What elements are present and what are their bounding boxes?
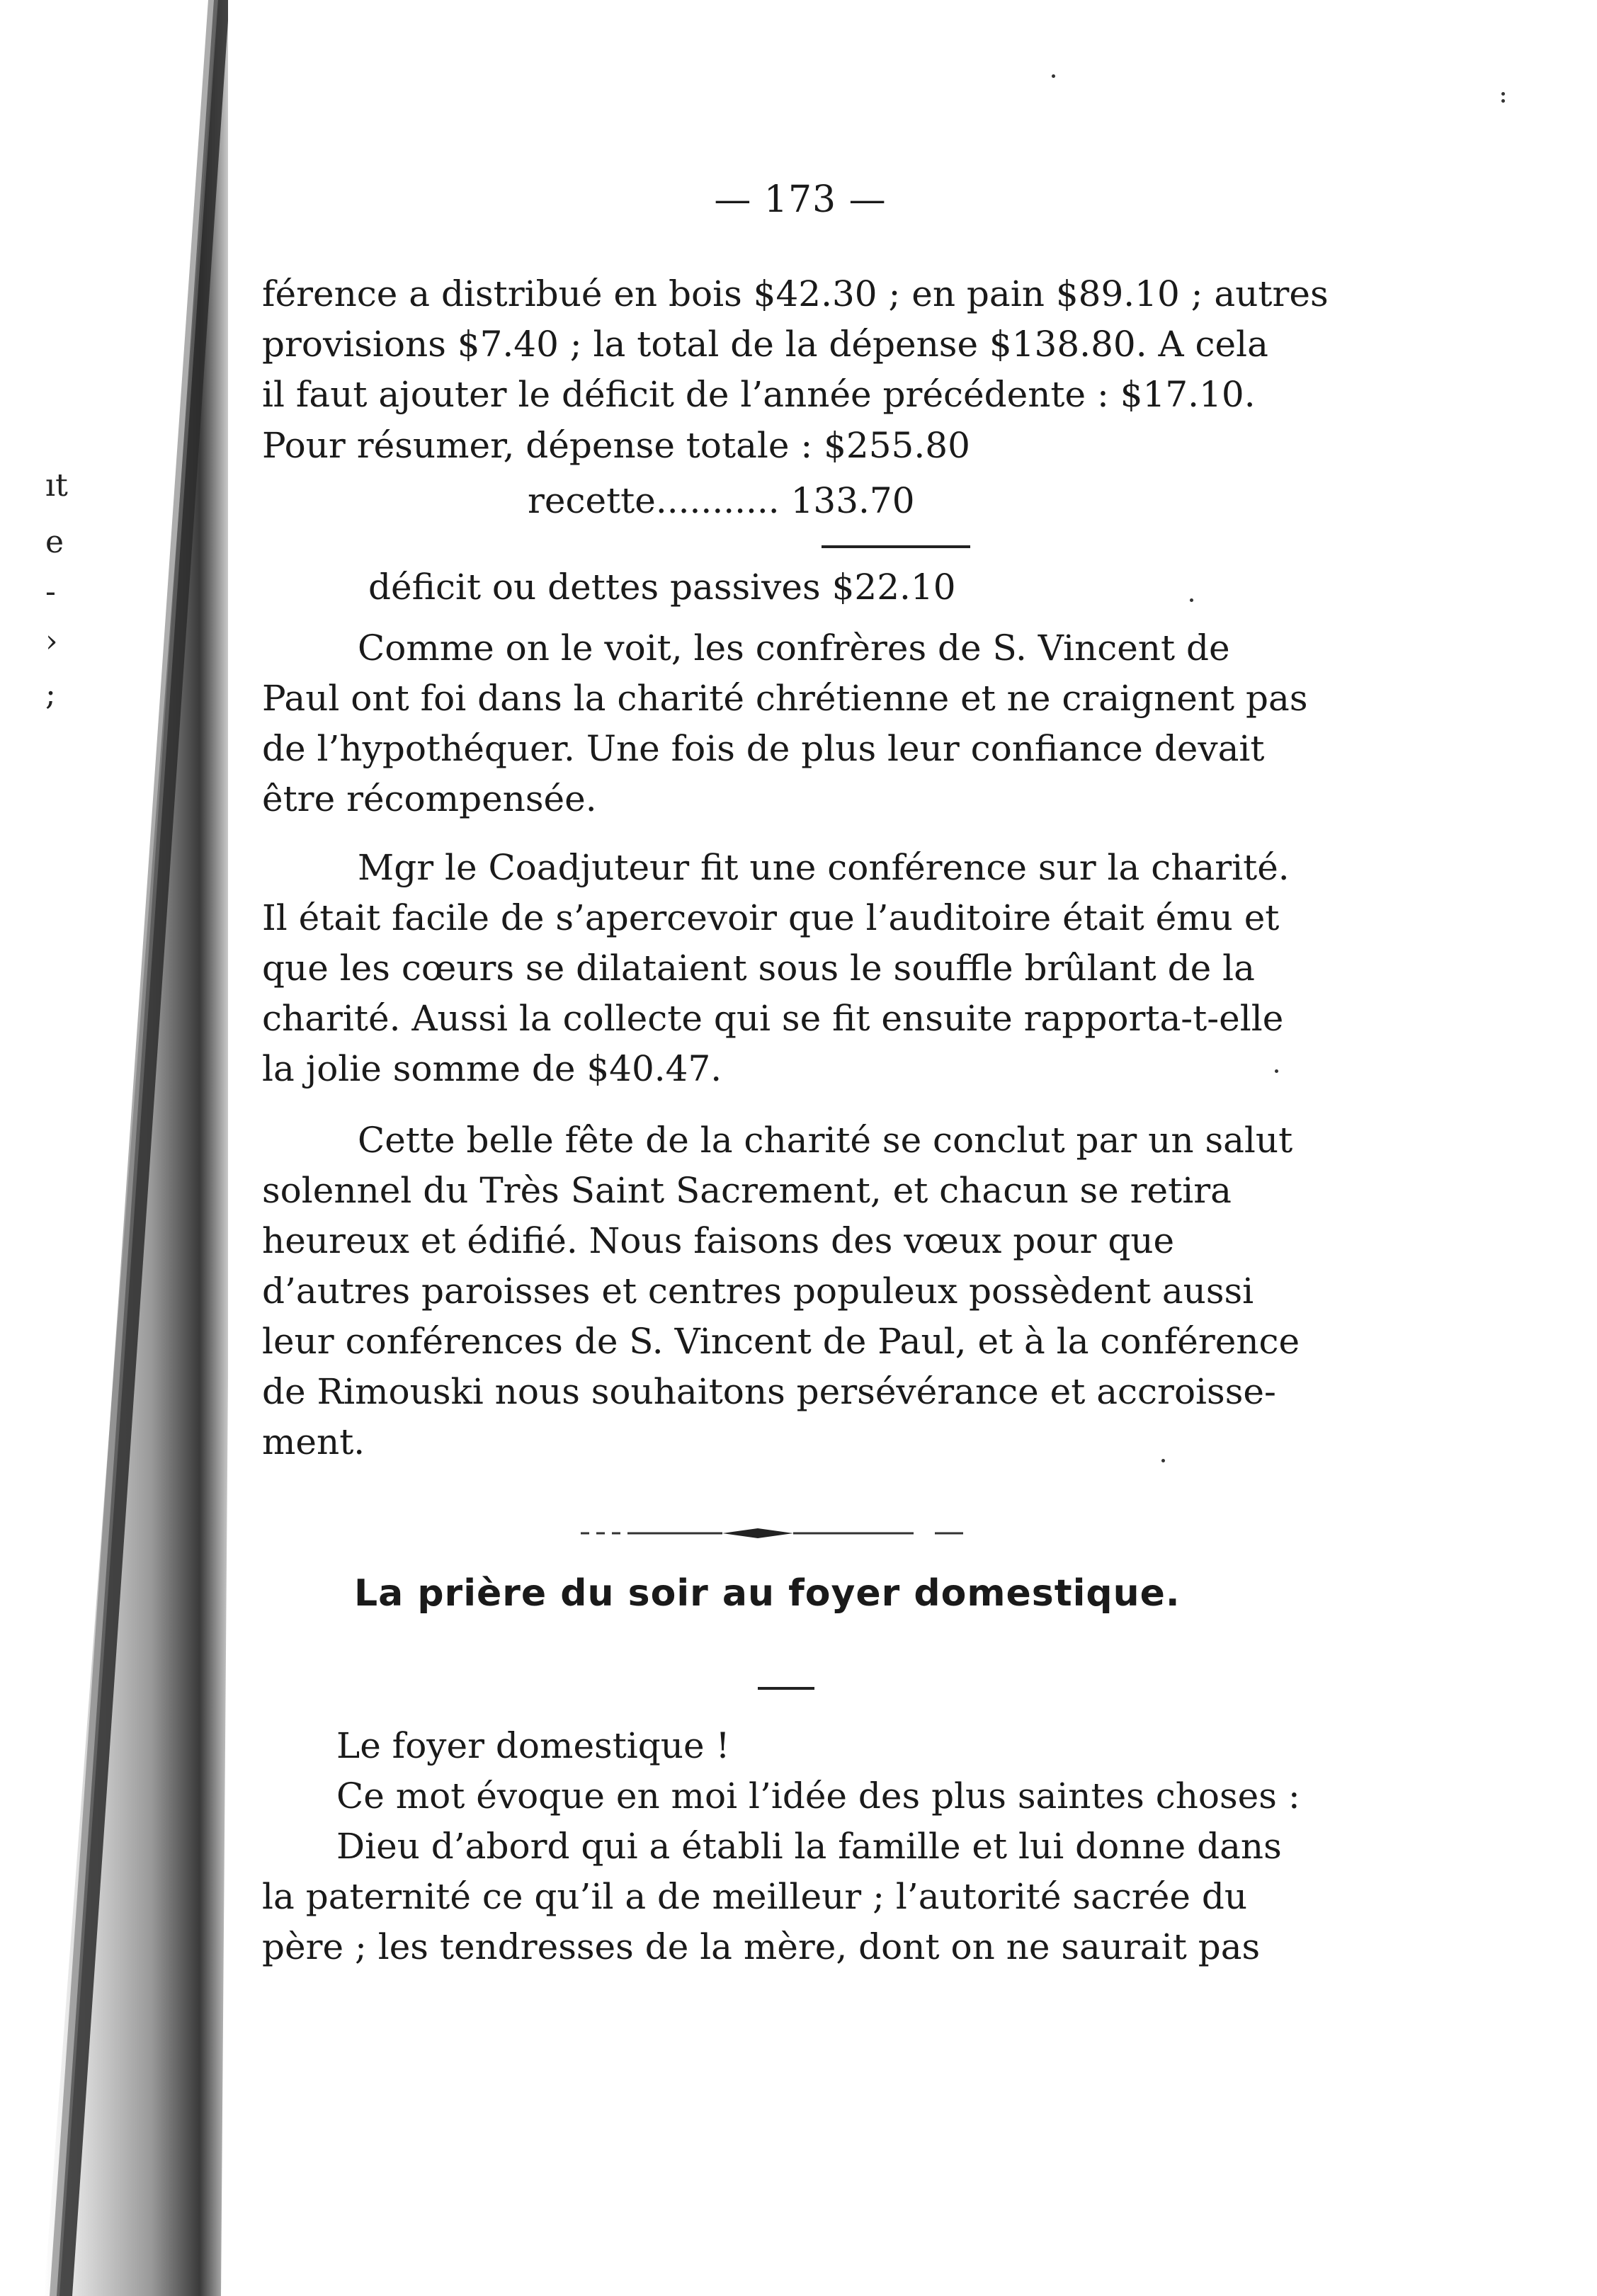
scan-speck	[1052, 74, 1055, 78]
text-line: solennel du Très Saint Sacrement, et chacun se retira	[262, 1170, 1232, 1211]
text-line: leur conférences de S. Vincent de Paul, et à la conférence	[262, 1321, 1300, 1362]
section-paragraph	[262, 1721, 1300, 1972]
paragraph-continuation	[262, 269, 1329, 420]
section-heading: La prière du soir au foyer domestique.	[354, 1572, 1181, 1615]
text-line: férence a distribué en bois $42.30 ; en pain $89.10 ; autres	[262, 273, 1329, 314]
text-line: de Rimouski nous souhaitons persévérance et accroisse-	[262, 1371, 1276, 1412]
text-line: provisions $7.40 ; la total de la dépense $138.80. A cela	[262, 324, 1268, 365]
text-line: Cette belle fête de la charité se conclut par un salut	[358, 1120, 1293, 1161]
margin-fragment: ›	[45, 623, 58, 659]
sum-rule	[822, 545, 970, 548]
ornament-divider	[581, 1523, 963, 1544]
page-number: — 173 —	[714, 178, 887, 221]
paragraph	[262, 843, 1296, 1094]
scan-speck	[1190, 598, 1193, 602]
text-line: d’autres paroisses et centres populeux possèdent aussi	[262, 1271, 1254, 1312]
margin-fragment: e	[45, 524, 64, 560]
scan-speck	[1161, 1459, 1165, 1462]
text-line: que les cœurs se dilataient sous le souffle brûlant de la	[262, 948, 1255, 989]
text-line: Il était facile de s’apercevoir que l’auditoire était ému et	[262, 897, 1280, 938]
text-line: Mgr le Coadjuteur fit une conférence sur la charité.	[358, 847, 1290, 888]
text-line: père ; les tendresses de la mère, dont on ne saurait pas	[262, 1926, 1261, 1967]
summary-expense: Pour résumer, dépense totale : $255.80	[262, 425, 970, 466]
margin-fragment: -	[45, 574, 56, 610]
text-line: charité. Aussi la collecte qui se fit ensuite rapporta-t-elle	[262, 998, 1284, 1039]
text-line: Dieu d’abord qui a établi la famille et lui donne dans	[336, 1826, 1282, 1867]
margin-fragment: ıt	[45, 467, 68, 504]
summary-deficit: déficit ou dettes passives $22.10	[368, 567, 956, 608]
text-line: il faut ajouter le déficit de l’année précédente : $17.10.	[262, 374, 1256, 415]
page-binding-edge	[44, 0, 228, 2296]
scan-speck	[1501, 92, 1505, 96]
text-line: être récompensée.	[262, 778, 597, 819]
text-line: ment.	[262, 1421, 365, 1462]
margin-fragment: ;	[45, 676, 56, 712]
summary-receipts: recette........... 133.70	[528, 480, 915, 521]
text-line: Comme on le voit, les confrères de S. Vincent de	[358, 627, 1230, 669]
scan-speck	[1501, 99, 1505, 103]
paragraph	[262, 623, 1308, 824]
short-rule	[758, 1687, 814, 1690]
text-line: la jolie somme de $40.47.	[262, 1048, 722, 1089]
text-line: heureux et édifié. Nous faisons des vœux pour que	[262, 1220, 1175, 1261]
scan-speck	[1275, 1069, 1278, 1073]
paragraph	[262, 1115, 1300, 1467]
text-line: Le foyer domestique !	[336, 1725, 730, 1766]
text-line: Ce mot évoque en moi l’idée des plus saintes choses :	[336, 1775, 1300, 1817]
text-line: Paul ont foi dans la charité chrétienne et ne craignent pas	[262, 678, 1308, 719]
text-line: de l’hypothéquer. Une fois de plus leur confiance devait	[262, 728, 1265, 769]
text-line: la paternité ce qu’il a de meilleur ; l’autorité sacrée du	[262, 1876, 1248, 1917]
